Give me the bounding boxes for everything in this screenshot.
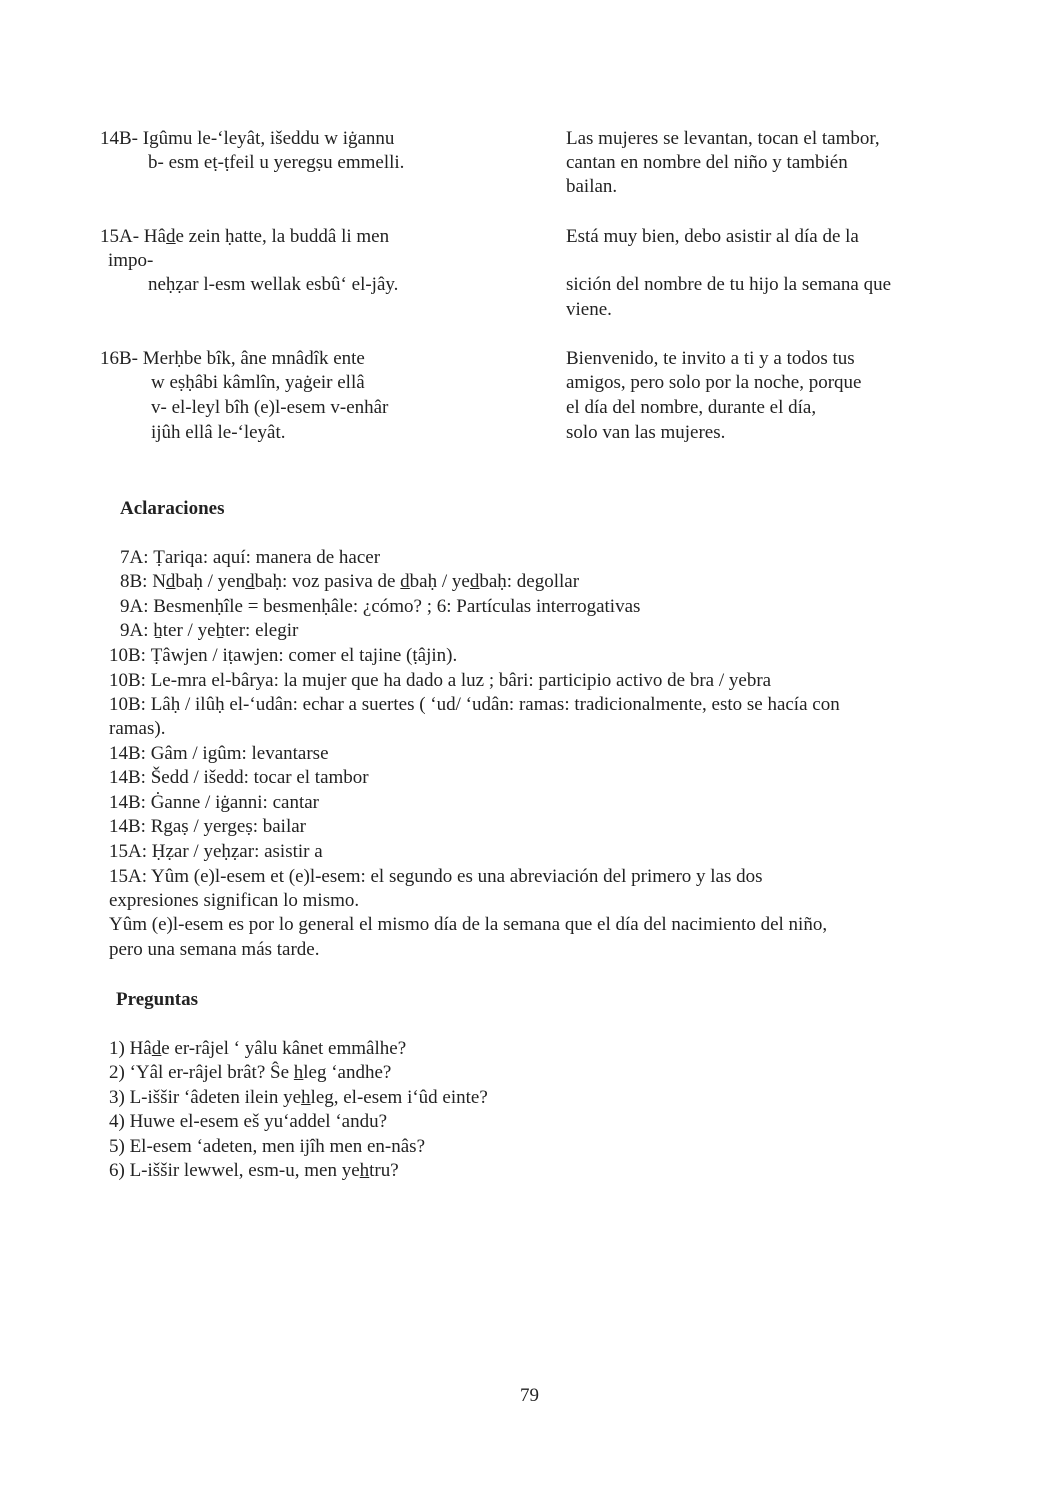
dialogue-15a-arabic-line-1: 15A- Hâd̲e zein ḥatte, la buddâ li men <box>100 226 390 247</box>
aclaracion-line: 10B: Ṭâwjen / iṭawjen: comer el tajine (ṭâjin). <box>109 645 458 666</box>
dialogue-16b-spanish-line-1: Bienvenido, te invito a ti y a todos tus <box>566 348 855 369</box>
aclaracion-line: 10B: Lâḥ / ilûḥ el-‘udân: echar a suertes ( ‘ud/ ‘udân: ramas: tradicionalmente, esto se hacía con <box>109 694 840 715</box>
preguntas-heading: Preguntas <box>116 989 198 1010</box>
dialogue-14b-arabic-line-1: 14B- Igûmu le-‘leyât, išeddu w iġannu <box>100 128 395 149</box>
aclaraciones-heading: Aclaraciones <box>120 498 225 519</box>
dialogue-16b-spanish-line-3: el día del nombre, durante el día, <box>566 397 817 418</box>
page-number: 79 <box>520 1385 539 1406</box>
aclaracion-line: pero una semana más tarde. <box>109 939 320 960</box>
dialogue-14b-spanish-line-3: bailan. <box>566 176 618 197</box>
aclaracion-line: Yûm (e)l-esem es por lo general el mismo día de la semana que el día del nacimiento del niño, <box>109 914 828 935</box>
dialogue-14b-spanish-line-2: cantan en nombre del niño y también <box>566 152 848 173</box>
aclaracion-line: 14B: Gâm / igûm: levantarse <box>109 743 329 764</box>
dialogue-16b-arabic-line-1: 16B- Merḥbe bîk, âne mnâdîk ente <box>100 348 365 369</box>
aclaracion-line: 10B: Le-mra el-bârya: la mujer que ha dado a luz ; bâri: participio activo de bra / yebra <box>109 670 772 691</box>
pregunta-item: 1) Hâd̲e er-râjel ‘ yâlu kânet emmâlhe? <box>109 1038 407 1059</box>
pregunta-item: 6) L-iššir lewwel, esm-u, men yeh̲tru? <box>109 1160 399 1181</box>
aclaracion-line: expresiones significan lo mismo. <box>109 890 360 911</box>
aclaracion-line: 14B: Rgaṣ / yergeṣ: bailar <box>109 816 307 837</box>
aclaracion-line: 9A: ẖter / yeẖter: elegir <box>120 620 299 641</box>
aclaracion-line: 14B: Šedd / išedd: tocar el tambor <box>109 767 369 788</box>
aclaracion-line: 7A: Ṭariqa: aquí: manera de hacer <box>120 547 381 568</box>
dialogue-16b-spanish-line-4: solo van las mujeres. <box>566 422 726 443</box>
dialogue-15a-arabic-line-3: neḥẓar l-esm wellak esbû‘ el-jây. <box>148 274 399 295</box>
pregunta-item: 3) L-iššir ‘âdeten ilein yeh̲leg, el-esem i‘ûd einte? <box>109 1087 488 1108</box>
dialogue-14b-arabic-line-2: b- esm eṭ-ṭfeil u yeregṣu emmelli. <box>148 152 405 173</box>
aclaracion-line: 9A: Besmenḥîle = besmenḥâle: ¿cómo? ; 6: Partículas interrogativas <box>120 596 641 617</box>
aclaracion-line: 15A: Yûm (e)l-esem et (e)l-esem: el segundo es una abreviación del primero y las dos <box>109 866 763 887</box>
dialogue-16b-arabic-line-2: w eṣḥâbi kâmlîn, yaġeir ellâ <box>151 372 365 393</box>
dialogue-16b-arabic-line-3: v- el-leyl bîh (e)l-esem v-enhâr <box>151 397 389 418</box>
aclaracion-line: 15A: Ḥẓar / yeḥẓar: asistir a <box>109 841 323 862</box>
dialogue-14b-spanish-line-1: Las mujeres se levantan, tocan el tambor, <box>566 128 880 149</box>
aclaracion-line: 14B: Ġanne / iġanni: cantar <box>109 792 319 813</box>
dialogue-15a-spanish-line-3: viene. <box>566 299 612 320</box>
dialogue-16b-spanish-line-2: amigos, pero solo por la noche, porque <box>566 372 862 393</box>
aclaracion-line: ramas). <box>109 718 166 739</box>
dialogue-15a-arabic-line-2: impo- <box>108 250 154 271</box>
pregunta-item: 4) Huwe el-esem eš yu‘addel ‘andu? <box>109 1111 388 1132</box>
pregunta-item: 2) ‘Yâl er-râjel brât? Ŝe h̲leg ‘andhe? <box>109 1062 392 1083</box>
dialogue-16b-arabic-line-4: ijûh ellâ le-‘leyât. <box>151 422 286 443</box>
dialogue-15a-spanish-line-2: sición del nombre de tu hijo la semana que <box>566 274 892 295</box>
dialogue-15a-spanish-line-1: Está muy bien, debo asistir al día de la <box>566 226 859 247</box>
pregunta-item: 5) El-esem ‘adeten, men ijîh men en-nâs? <box>109 1136 426 1157</box>
aclaracion-line: 8B: Nd̲baḥ / yend̲baḥ: voz pasiva de d̲baḥ / yed̲baḥ: degollar <box>120 571 580 592</box>
